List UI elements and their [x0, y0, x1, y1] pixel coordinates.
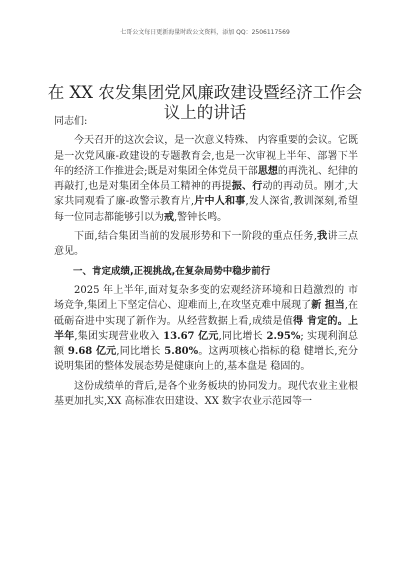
text: ; 实现利润总额 — [54, 330, 358, 358]
emphasis: 得 肯定的。上半年 — [54, 315, 358, 342]
text: 动的再动员。刚才,大家共同观看了廉-政警示教育片, — [54, 181, 358, 208]
paragraph-1 — [54, 133, 358, 225]
text: ,集团实现营业收入 — [74, 330, 160, 342]
figure: 9.68 亿元 — [64, 346, 117, 358]
emphasis: 振、行 — [231, 181, 263, 193]
header-note: 七哥公文每日更新海量时政公文资料，添加 QQ：2506117569 — [120, 29, 290, 36]
text: 2025 年上半年,面对复杂多变的宏观经济环境和日趋激烈的 市场竞争,集团上下坚定信心、迎难而上,在攻坚克难中展现了 — [54, 284, 358, 312]
document-title: 在 XX 农发集团党风廉政建设暨经济工作会议上的讲话 — [47, 83, 363, 123]
document-body — [54, 114, 358, 413]
emphasis: 片中人和事 — [194, 196, 246, 208]
figure: 2.95% — [262, 330, 301, 342]
figure: 5.80% — [160, 346, 199, 358]
text: ,警钟长鸣。 — [174, 211, 228, 223]
paragraph-3 — [54, 283, 358, 375]
text: ,同比增长 — [218, 330, 263, 342]
emphasis: 我 — [316, 231, 328, 243]
salutation: 同志们: — [54, 116, 88, 127]
emphasis: 思想 — [257, 165, 278, 177]
paragraph-2 — [54, 229, 358, 260]
text: 今天召开的这次会议，是一次意义特殊、 内容重要的会议。它既是一次党风廉-政建设的专题教育会,也是一次审视上半年、部署下半年的经济工作推进会;既是对集团全体党员干部 — [54, 135, 358, 177]
figure: 13.67 亿元 — [159, 330, 219, 342]
text: ,同比增长 — [116, 346, 161, 358]
section-heading-1: 一、肯定成绩,正视挑战,在复杂局势中稳步前行 — [73, 265, 271, 277]
text: 下面,结合集团当前的发展形势和下一阶段的重点任务, — [74, 231, 317, 243]
text: ,在砥砺奋进中实现了新作为。从经营数据上看,成绩是值 — [54, 300, 359, 327]
emphasis: 新 担当 — [311, 300, 345, 312]
emphasis: 戒 — [164, 211, 174, 223]
text: 讲三点意见。 — [54, 231, 358, 258]
text: 的再洗礼、纪律的再敲打,也是对集团全体员工精神的再提 — [54, 165, 359, 193]
text: ,发人深省,教训深刻,希望每一位同志都能够引以为 — [54, 196, 358, 223]
text: 。这两项核心指标的稳 健增长,充分说明集团的整体发展态势是健康向上的,基本盘是 稳固的。 — [54, 346, 359, 373]
paragraph-4: 这份成绩单的背后,是各个业务板块的协同发力。现代农业主业根基更加扎实,XX 高标准农田建设、XX 数字农业示范园等一 — [54, 380, 358, 408]
